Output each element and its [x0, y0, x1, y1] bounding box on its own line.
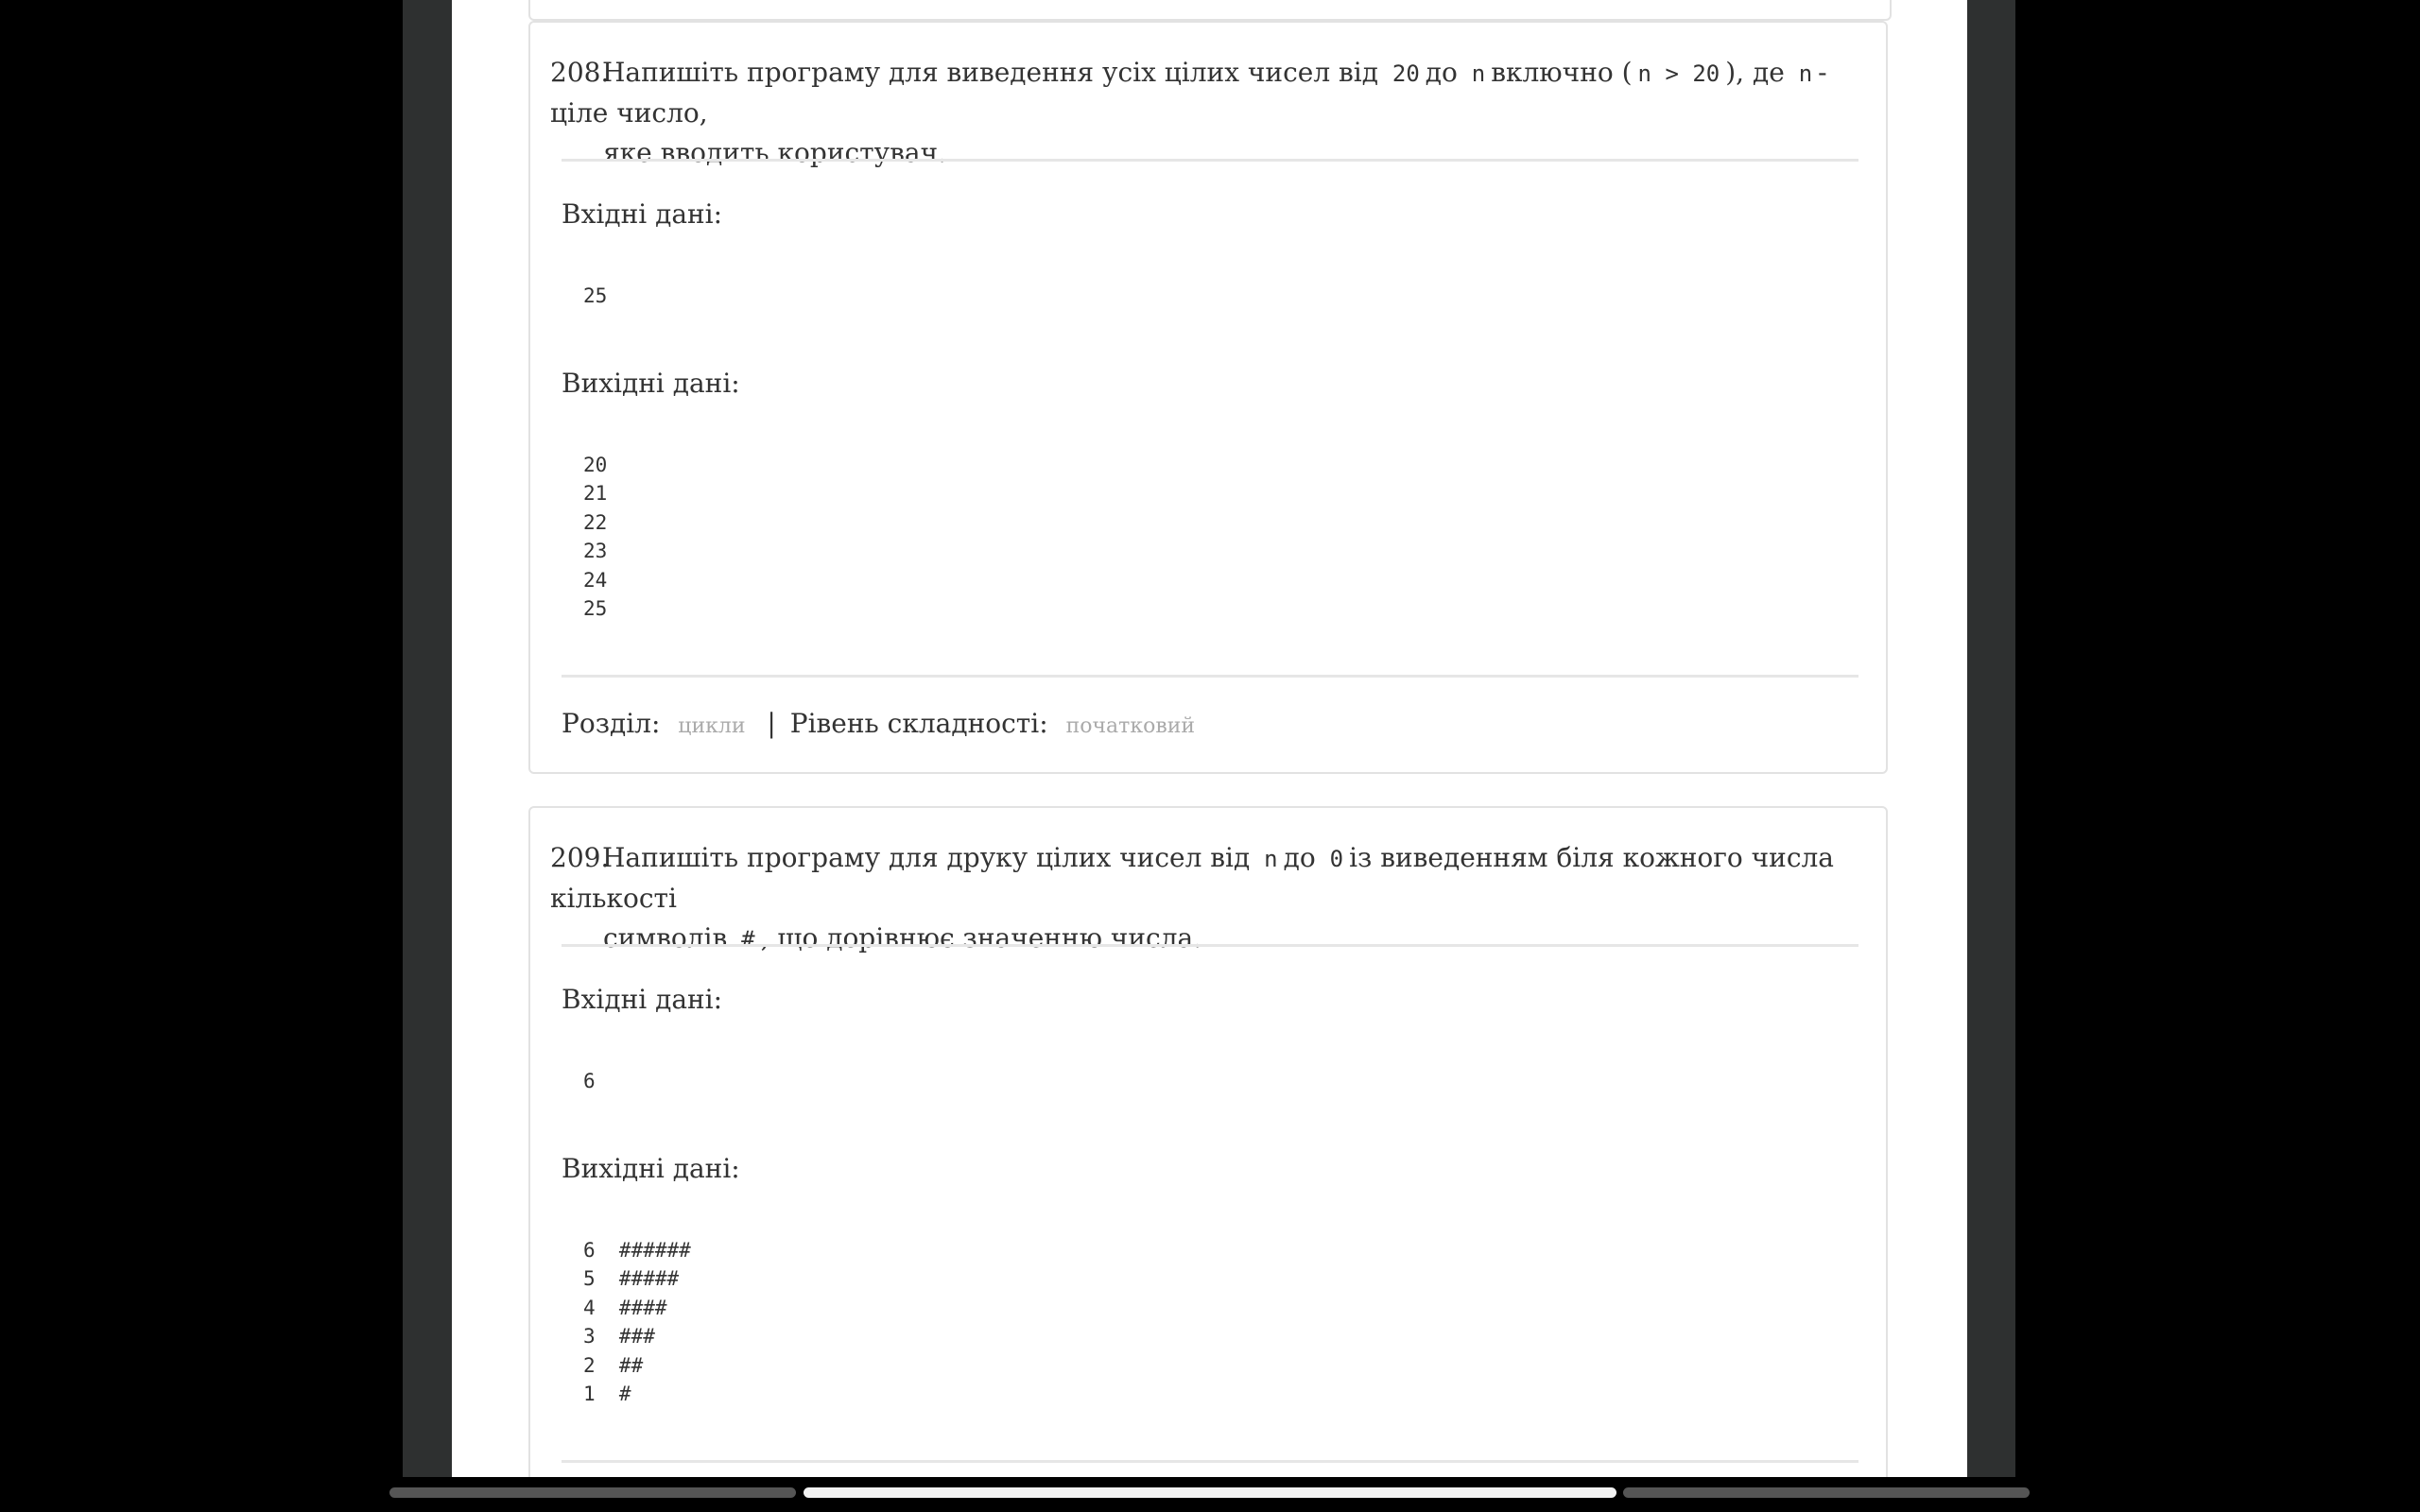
- inline-code: n: [1798, 60, 1813, 87]
- scrollbar-thumb[interactable]: [804, 1487, 1616, 1498]
- page-content[interactable]: [452, 0, 1967, 1477]
- level-label: Рівень складності:: [789, 708, 1048, 739]
- output-example[interactable]: 6 ###### 5 ##### 4 #### 3 ### 2 ## 1 #: [583, 1239, 691, 1406]
- question-text-line2: яке вводить користувач.: [603, 137, 947, 168]
- question-text: включно (: [1491, 57, 1633, 88]
- task-number: 209.: [550, 842, 610, 873]
- question-text: ), де: [1725, 57, 1785, 88]
- scrollbar-track-left[interactable]: [389, 1487, 796, 1498]
- task-card-209: [528, 806, 1888, 1477]
- inline-code: #: [741, 926, 755, 953]
- divider: [562, 159, 1858, 162]
- input-label: Вхідні дані:: [562, 198, 723, 230]
- task-card-208: [528, 21, 1888, 774]
- question-text: до: [1283, 842, 1316, 873]
- inline-code: n: [1264, 846, 1278, 872]
- output-example[interactable]: 20 21 22 23 24 25: [583, 454, 608, 621]
- divider: [562, 1460, 1858, 1463]
- section-label: Розділ:: [562, 708, 661, 739]
- input-label: Вхідні дані:: [562, 984, 723, 1015]
- question-text: із виведенням біля кожного числа кількості: [550, 842, 1834, 914]
- task-number: 208.: [550, 57, 610, 88]
- question-text: до: [1425, 57, 1458, 88]
- divider: [562, 944, 1858, 947]
- previous-task-card: [528, 0, 1892, 21]
- question-text-line2: [550, 919, 1869, 959]
- inline-code: n: [1471, 60, 1486, 87]
- meta-separator: |: [767, 708, 776, 739]
- output-label: Вихідні дані:: [562, 1153, 740, 1184]
- question-text: символів: [603, 922, 728, 954]
- inline-code: 20: [1392, 60, 1420, 87]
- inline-code: 0: [1329, 846, 1344, 872]
- divider: [562, 675, 1858, 678]
- input-example[interactable]: 25: [583, 284, 608, 307]
- task-meta: [562, 708, 1208, 739]
- inline-code: n > 20: [1637, 60, 1720, 87]
- task-question: [550, 53, 1869, 173]
- input-example[interactable]: 6: [583, 1070, 596, 1092]
- level-link[interactable]: початковий: [1065, 714, 1196, 738]
- question-text: Напишіть програму для друку цілих чисел від: [602, 842, 1251, 873]
- scrollbar-track-right[interactable]: [1623, 1487, 2030, 1498]
- question-text: Напишіть програму для виведення усіх цілих чисел від: [602, 57, 1378, 88]
- question-text: , що дорівнює значенню числа.: [760, 922, 1202, 954]
- task-question: [550, 838, 1869, 959]
- question-text: - ціле число,: [550, 57, 1827, 129]
- output-label: Вихідні дані:: [562, 368, 740, 399]
- section-link[interactable]: цикли: [678, 714, 746, 738]
